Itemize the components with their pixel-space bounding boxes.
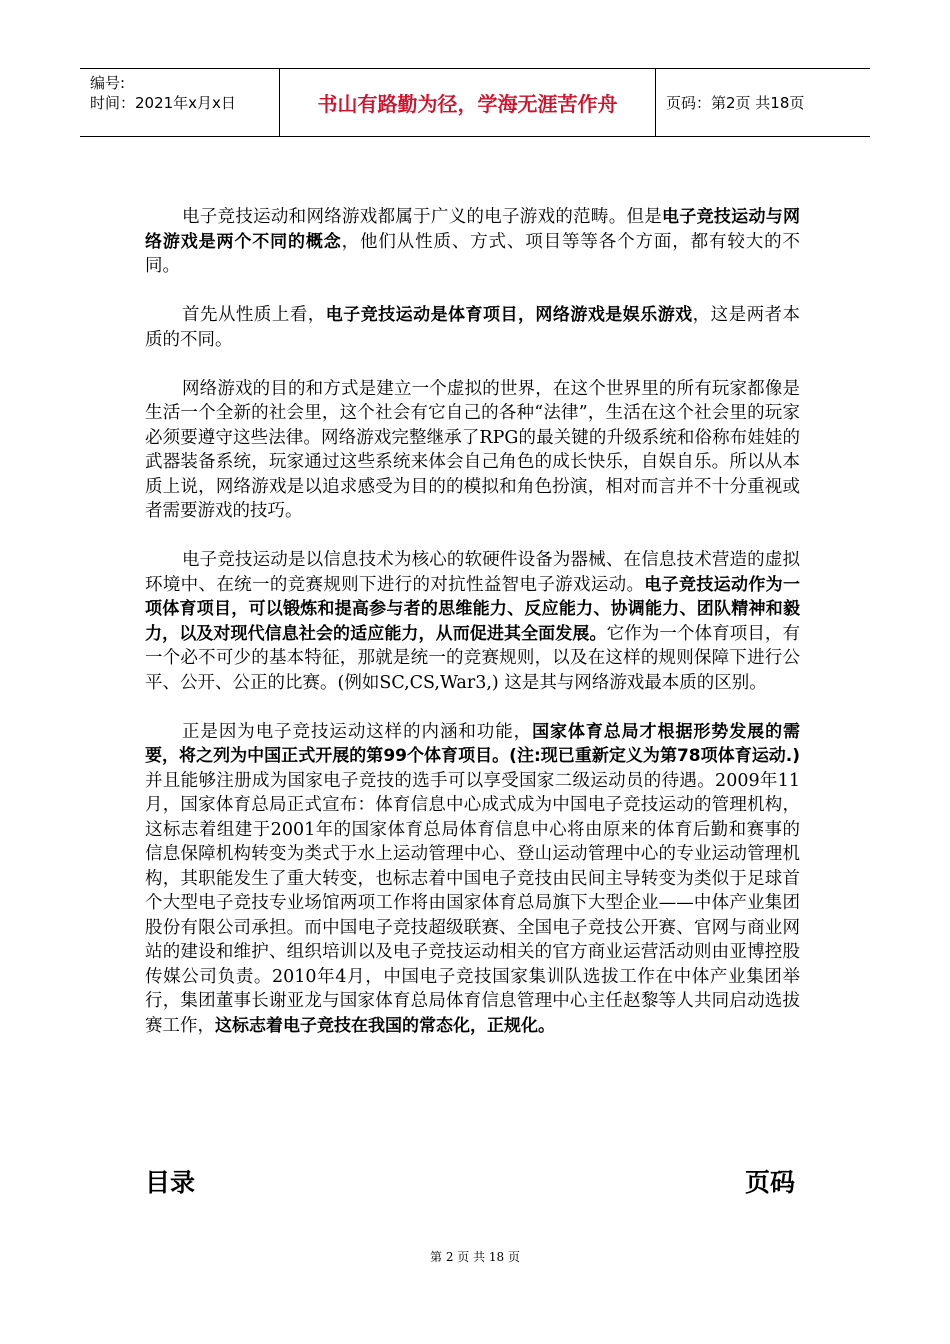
paragraph: [145, 303, 800, 352]
text-run: 正是因为电子竞技运动这样的内涵和功能，: [182, 721, 533, 742]
bold-text: 国家体育总局才根据形势发展的需要，将之列为中国正式开展的第99个体育项目。(注:现已重新定义为第78项体育运动.): [145, 721, 801, 766]
paragraph: [145, 548, 800, 695]
text-run: 电子竞技运动和网络游戏都属于广义的电子游戏的范畴。但是: [182, 207, 663, 227]
number-label: 编号:: [90, 74, 126, 92]
header-motto: 书山有路勤为径，学海无涯苦作舟: [280, 69, 656, 136]
paragraph: [145, 377, 800, 524]
text-run: 网络游戏的目的和方式是建立一个虚拟的世界，在这个世界里的所有玩家都像是生活一个全新的社会里，这个社会有它自己的各种“法律”，生活在这个社会里的玩家必须要遵守这些法律。网络游戏完整继承了RPG的最关键的升级系统和俗称布娃娃的武器装备系统，玩家通过这些系统来体会自己角色的成长快乐，自娱自乐。所以从本质上说，网络游戏是以追求感受为目的的模拟和角色扮演，相对而言并不十分重视或者需要游戏的技巧。: [145, 378, 800, 521]
paragraph: [145, 720, 800, 1039]
text-run: ，他们从性质、方式、项目等等各个方面，都有较大的不同。: [145, 231, 801, 276]
toc-page-label: 页码: [744, 1168, 795, 1197]
bold-text: 这标志着电子竞技在我国的常态化，正规化。: [215, 1015, 555, 1036]
date-label: 时间：2021年x月x日: [90, 94, 236, 112]
header-meta: [80, 69, 280, 136]
toc-title: 目录: [145, 1168, 196, 1197]
document-body: [145, 205, 800, 1063]
header-page-info: 页码：第2页 共18页: [666, 94, 805, 112]
text-run: 首先从性质上看，: [182, 305, 326, 325]
text-run: 它作为一个体育项目，有一个必不可少的基本特征，那就是统一的竞赛规则，以及在这样的规则保障下进行公平、公开、公正的比赛。(例如SC,CS,War3,) 这是其与网络游戏最本质的区别。: [145, 623, 801, 693]
page-footer: 第 2 页 共 18 页: [430, 1250, 520, 1264]
bold-text: 电子竞技运动与网络游戏是两个不同的概念: [145, 207, 801, 252]
text-run: 并且能够注册成为国家电子竞技的选手可以享受国家二级运动员的待遇。2009年11月，国家体育总局正式宣布：体育信息中心成式成为中国电子竞技运动的管理机构，这标志着组建于2001年的国家体育总局体育信息中心将由原来的体育后勤和赛事的信息保障机构转变为类式于水上运动管理中心、登山运动管理中心的专业运动管理机构，其职能发生了重大转变，也标志着中国电子竞技由民间主导转变为类似于足球首个大型电子竞技专业场馆两项工作将由国家体育总局旗下大型企业——中体产业集团股份有限公司承担。而中国电子竞技超级联赛、全国电子竞技公开赛、官网与商业网站的建设和维护、组织培训以及电子竞技运动相关的官方商业运营活动则由亚博控股传媒公司负责。2010年4月，中国电子竞技国家集训队选拔工作在中体产业集团举行，集团董事长谢亚龙与国家体育总局体育信息管理中心主任赵黎等人共同启动选拔赛工作，: [145, 770, 800, 1036]
bold-text: 电子竞技运动是体育项目，网络游戏是娱乐游戏: [325, 305, 693, 325]
page-header: [80, 68, 870, 137]
bold-text: 电子竞技运动作为一项体育项目，可以锻炼和提高参与者的思维能力、反应能力、协调能力、团队精神和毅力，以及对现代信息社会的适应能力，从而促进其全面发展。: [145, 574, 801, 644]
text-run: 电子竞技运动是以信息技术为核心的软硬件设备为器械、在信息技术营造的虚拟环境中、在统一的竞赛规则下进行的对抗性益智电子游戏运动。: [145, 550, 800, 595]
toc-heading: [145, 1163, 795, 1199]
paragraph: [145, 205, 800, 279]
text-run: ，这是两者本质的不同。: [145, 305, 801, 350]
